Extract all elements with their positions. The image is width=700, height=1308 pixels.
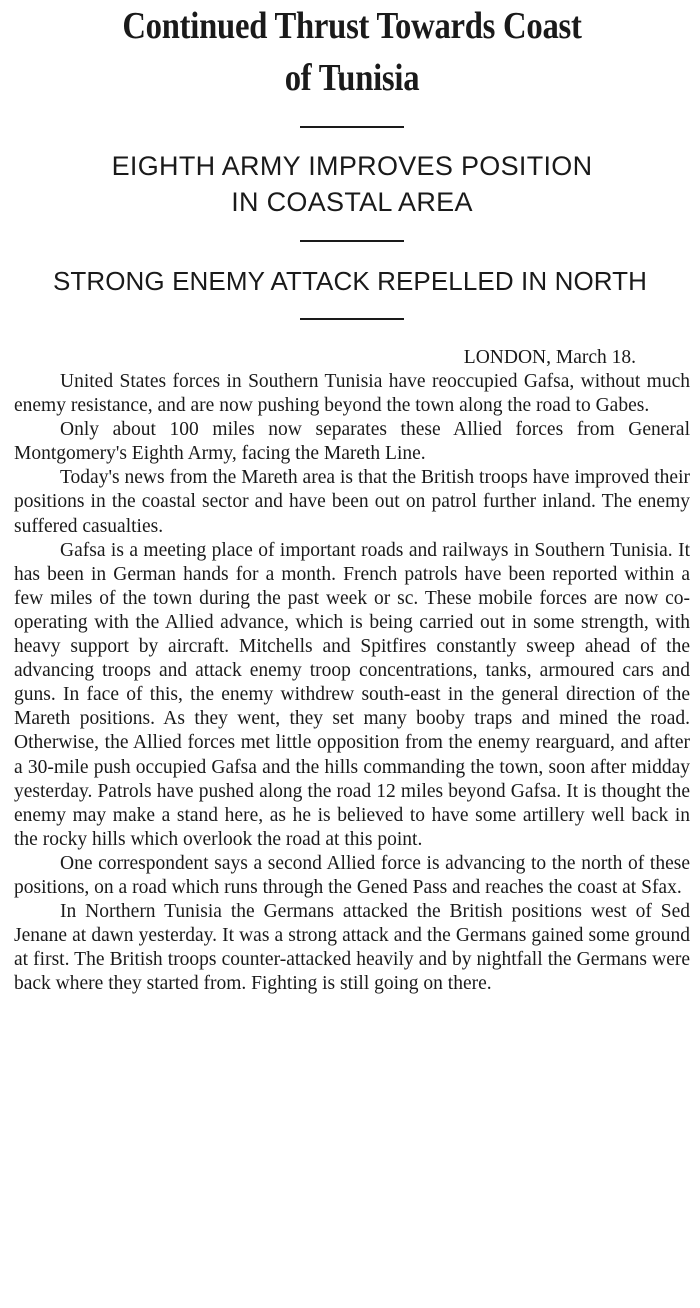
paragraph: Today's news from the Mareth area is that the British troops have improved their positions in the coastal sector and have been out on patrol further inland. The enemy suffered casualties.: [14, 467, 690, 537]
paragraph: Only about 100 miles now separates these Allied forces from General Montgomery's Eighth Army, facing the Mareth Line.: [14, 419, 690, 465]
headline-line-1: Continued Thrust Towards Coast: [122, 5, 582, 47]
headline: [61, 0, 642, 104]
headline-line-2: of Tunisia: [284, 57, 420, 99]
dateline: LONDON, March 18.: [463, 347, 636, 368]
subheadline-line-2: IN COASTAL AREA: [231, 187, 473, 217]
divider-rule: [300, 126, 404, 128]
subheadline: [14, 148, 690, 220]
divider-rule: [300, 240, 404, 242]
subheadline-line-1: EIGHTH ARMY IMPROVES POSITION: [111, 151, 593, 181]
paragraph: Gafsa is a meeting place of important roads and railways in Southern Tunisia. It has been in German hands for a month. French patrols have been reported within a few miles of the town during the past week or sc. These mobile forces are now co-operating with the Allied advance, which is being carried out in some strength, with heavy support by aircraft. Mitchells and Spitfires constantly sweep ahead of the advancing troops and attack enemy troop concentrations, tanks, armoured cars and guns. In face of this, the enemy withdrew south-east in the general direction of the Mareth positions. As they went, they set many booby traps and mined the road. Otherwise, the Allied forces met little opposition from the enemy rearguard, and after a 30-mile push occupied Gafsa and the hills commanding the town, soon after midday yesterday. Patrols have pushed along the road 12 miles beyond Gafsa. It is thought the enemy may make a stand here, as he is believed to have some artillery well back in the rocky hills which overlook the road at this point.: [14, 539, 690, 850]
paragraph: United States forces in Southern Tunisia have reoccupied Gafsa, without much enemy resistance, and are now pushing beyond the town along the road to Gabes.: [14, 371, 690, 417]
kicker-headline: STRONG ENEMY ATTACK REPELLED IN NORTH: [52, 266, 648, 296]
paragraph: One correspondent says a second Allied force is advancing to the north of these positions, on a road which runs through the Gened Pass and reaches the coast at Sfax.: [14, 852, 690, 898]
paragraph: In Northern Tunisia the Germans attacked the British positions west of Sed Jenane at dawn yesterday. It was a strong attack and the Germans gained some ground at first. The British troops counter-attacked heavily and by nightfall the Germans were back where they started from. Fighting is still going on there.: [14, 901, 690, 995]
divider-rule: [300, 318, 404, 320]
article-body: [14, 370, 690, 996]
